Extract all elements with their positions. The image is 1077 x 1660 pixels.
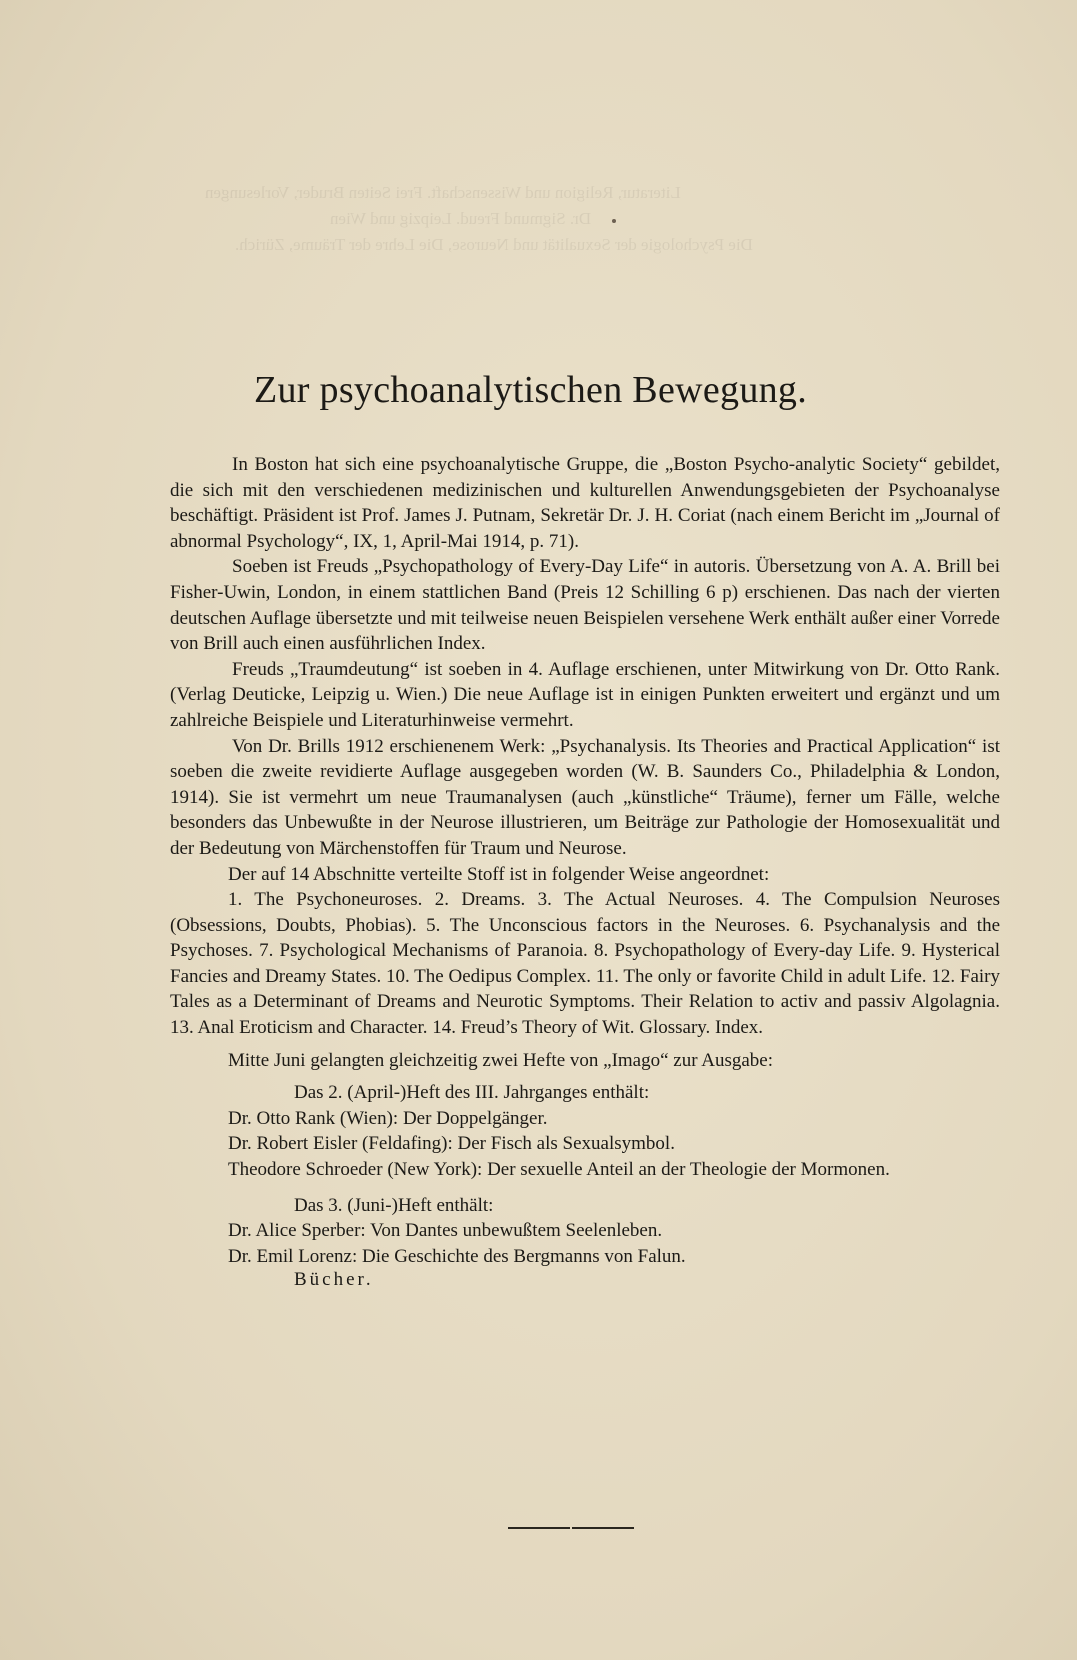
- paragraph-abschnitte: Der auf 14 Abschnitte verteilte Stoff ist in folgender Weise angeordnet:: [228, 863, 770, 885]
- paragraph-psychopathology: Soeben ist Freuds „Psychopathology of Every-Day Life“ in autoris. Übersetzung von A. A. Brill bei Fisher-Uwin, London, in einem stattlichen Band (Preis 12 Schilling 6 p) erschienen. Das nach der vierten deutschen Auflage übersetzte und mit teilweise neuen Beispielen versehene Werk enthält außer einer Vorrede von Brill auch einen ausführlichen Index.: [170, 556, 1000, 655]
- closing-rule-left: [508, 1527, 570, 1529]
- article-title: Zur psychoanalytischen Bewegung.: [253, 369, 808, 411]
- issue2-entry: Dr. Robert Eisler (Feldafing): Der Fisch als Sexualsymbol.: [228, 1133, 675, 1155]
- show-through-line: Literatur, Religion und Wissenschaft. Frei Seiten Bruder, Vorlesungen: [205, 183, 681, 202]
- issue2-heading: Das 2. (April-)Heft des III. Jahrganges enthält:: [294, 1082, 650, 1104]
- paragraph-boston-society: In Boston hat sich eine psychoanalytische Gruppe, die „Boston Psycho-analytic Society“ gebildet, die sich mit den verschiedenen medizinischen und kulturellen Anwendungsgebieten der Psychoanalyse beschäftigt. Präsident ist Prof. James J. Putnam, Sekretär Dr. J. H. Coriat (nach einem Bericht im „Journal of abnormal Psychology“, IX, 1, April-Mai 1914, p. 71).: [170, 454, 1000, 552]
- show-through-line: Dr. Sigmund Freud. Leipzig und Wien: [330, 209, 592, 228]
- show-through-line: Die Psychologie der Sexualität und Neurose, Die Lehre der Träume, Zürich.: [235, 235, 753, 254]
- article-body: [170, 452, 1000, 1293]
- closing-rule: [0, 1527, 1077, 1531]
- paragraph-traumdeutung: Freuds „Traumdeutung“ ist soeben in 4. Auflage erschienen, unter Mitwirkung von Dr. Otto Rank. (Verlag Deuticke, Leipzig u. Wien.) Die neue Auflage ist in einigen Punkten erweitert und ergänzt und um zahlreiche Beispiele und Literaturhinweise vermehrt.: [170, 658, 1000, 731]
- issue2-entry: Theodore Schroeder (New York): Der sexuelle Anteil an der Theologie der Mormonen.: [228, 1159, 890, 1181]
- paragraph-imago: Mitte Juni gelangten gleichzeitig zwei Hefte von „Imago“ zur Ausgabe:: [228, 1049, 774, 1071]
- ink-speck: [612, 219, 616, 223]
- issue3-heading: Das 3. (Juni-)Heft enthält:: [294, 1194, 494, 1216]
- issue3-entry: Dr. Alice Sperber: Von Dantes unbewußtem Seelenleben.: [228, 1220, 663, 1242]
- paragraph-brill: Von Dr. Brills 1912 erschienenem Werk: „Psychanalysis. Its Theories and Practical Application“ ist soeben die zweite revidierte Auflage ausgegeben worden (W. B. Saunders Co., Philadelphia & London, 1914). Sie ist vermehrt um neue Traumanalysen (auch „künstliche“ Träume), ferner um Fälle, welche besonders das Unbewußte in der Neurose illustrieren, um Beiträge zur Pathologie der Homosexualität und der Bedeutung von Märchenstoffen für Traum und Neurose.: [170, 735, 1000, 859]
- issue2-entry: Dr. Otto Rank (Wien): Der Doppelgänger.: [228, 1107, 548, 1129]
- closing-rule-right: [572, 1527, 634, 1529]
- issue3-entry-continuation: Bücher.: [294, 1269, 374, 1291]
- paragraph-contents-list: 1. The Psychoneuroses. 2. Dreams. 3. The Actual Neuroses. 4. The Compulsion Neuroses (Obsessions, Doubts, Phobias). 5. The Unconscious factors in the Neuroses. 6. Psychanalysis and the Psychoses. 7. Psychological Mechanisms of Paranoia. 8. Psychopathology of Every-day Life. 9. Hysterical Fancies and Dreamy States. 10. The Oedipus Complex. 11. The only or favorite Child in adult Life. 12. Fairy Tales as a Determinant of Dreams and Neurotic Symptoms. Their Relation to activ and passiv Algolagnia. 13. Anal Eroticism and Character. 14. Freud’s Theory of Wit. Glossary. Index.: [170, 889, 1000, 1039]
- issue3-entry: Dr. Emil Lorenz: Die Geschichte des Bergmanns von Falun.: [228, 1245, 686, 1267]
